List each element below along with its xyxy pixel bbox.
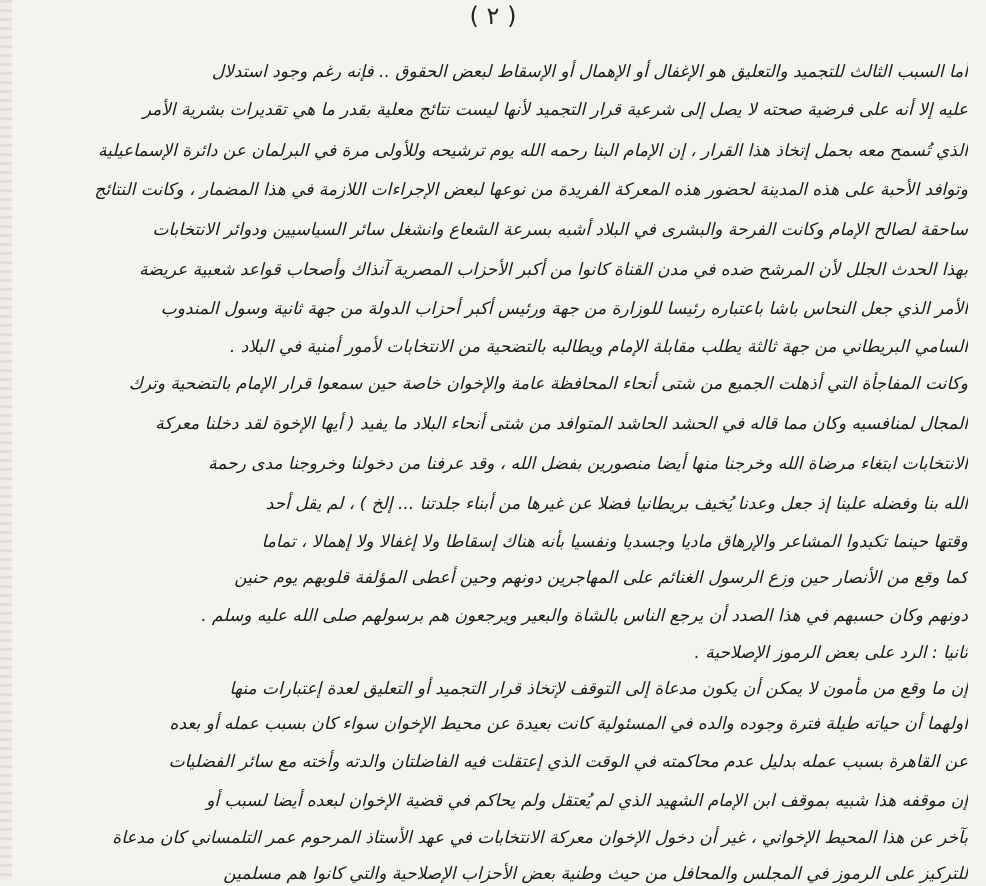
text-line: إن موقفه هذا شبيه بموقف ابن الإمام الشهيد الذي لم يُعتقل ولم يحاكم في قضية الإخوان لبعده أيضا لسبب أو <box>206 791 968 811</box>
text-line: للتركيز على الرموز في المجلس والمحافل من حيث وطنية بعض الأحزاب الإصلاحية والتي كانوا هم مسلمين <box>223 864 968 884</box>
text-line: الأمر الذي جعل النحاس باشا باعتباره رئيسا للوزارة من جهة ورئيس أكبر أحزاب الدولة من جهة ثانية وسول المندوب <box>160 299 968 319</box>
text-line: ساحقة لصالح الإمام وكانت الفرحة والبشرى في البلاد أشبه بسرعة الشعاع وانشغل سائر السياسيين ودوائر الانتخابات <box>152 220 968 240</box>
text-line: أما السبب الثالث للتجميد والتعليق هو الإغفال أو الإهمال أو الإسقاط لبعض الحقوق .. فإنه رغم وجود استدلال <box>211 62 968 82</box>
text-line: عليه إلا أنه على فرضية صحته لا يصل إلى شرعية قرار التجميد لأنها ليست نتائج معلية بقدر ما هي تقديرات بشرية الأمر <box>142 100 968 120</box>
page-number: ( ٢ ) <box>469 2 517 30</box>
text-line: أولهما أن حياته طيلة فترة وجوده والده في المسئولية كانت بعيدة عن محيط الإخوان سواء كان بسبب عمله أو بعده <box>169 714 968 734</box>
text-line: عن القاهرة بسبب عمله بدليل عدم محاكمته في الوقت الذي إعتقلت فيه الفاضلتان والدته وأخته مع سائر الفضليات <box>168 752 968 772</box>
text-line: وتوافد الأحبة على هذه المدينة لحضور هذه المعركة الفريدة من نوعها لبعض الإجراءات اللازمة في هذا المضمار ، وكانت النتائج <box>94 180 968 200</box>
text-line: المجال لمنافسيه وكان مما قاله في الحشد الحاشد المتوافد من شتى أنحاء البلاد ما يفيد ( أيها الإخوة لقد دخلنا معركة <box>155 414 968 434</box>
text-line: دونهم وكان حسبهم في هذا الصدد أن يرجع الناس بالشاة والبعير ويرجعون هم برسولهم صلى الله عليه وسلم . <box>201 606 968 626</box>
text-line: بآخر عن هذا المحيط الإخواني ، غير أن دخول الإخوان معركة الانتخابات في عهد الأستاذ المرحوم عمر التلمساني كان مدعاة <box>112 828 968 848</box>
text-line: الله بنا وفضله علينا إذ جعل وعدنا يُخيف بريطانيا فضلا عن غيرها من أبناء جلدتنا ... إلخ ) ، لم يقل أحد <box>265 494 968 514</box>
text-line: السامي البريطاني من جهة ثالثة يطلب مقابلة الإمام ويطالبه بالتضحية من الانتخابات لأمور أمنية في البلاد . <box>229 337 968 357</box>
text-line: كما وقع من الأنصار حين وزع الرسول الغنائم على المهاجرين دونهم وحين أعطى المؤلفة قلوبهم يوم حنين <box>234 568 968 588</box>
page-binding-edge <box>0 0 12 880</box>
text-line: وقتها حينما تكبدوا المشاعر والإرهاق ماديا وجسديا ونفسيا بأنه هناك إسقاطا ولا إغفالا ولا إهمالا ، تماما <box>261 532 968 552</box>
section-heading: ثانيا : الرد على بعض الرموز الإصلاحية . <box>694 643 968 663</box>
text-line: وكانت المفاجأة التي أذهلت الجميع من شتى أنحاء المحافظة عامة والإخوان خاصة حين سمعوا قرار الإمام بالتضحية وترك <box>128 374 968 394</box>
text-line: الانتخابات ابتغاء مرضاة الله وخرجنا منها أيضا منصورين بفضل الله ، وقد عرفنا من دخولنا وخروجنا مدى رحمة <box>208 454 968 474</box>
text-line: بهذا الحدث الجلل لأن المرشح ضده في مدن القناة كانوا من أكبر الأحزاب المصرية آنذاك وأصحاب قواعد شعبية عريضة <box>139 260 968 280</box>
text-line: الذي تُسمح معه بحمل إتخاذ هذا القرار ، إن الإمام البنا رحمه الله يوم ترشيحه وللأولى مرة في البرلمان عن دائرة الإسماعيلية <box>97 141 968 161</box>
text-line: إن ما وقع من مأمون لا يمكن أن يكون مدعاة إلى التوقف لإتخاذ قرار التجميد أو التعليق لعدة إعتبارات منها <box>229 679 968 699</box>
handwritten-text-body <box>24 0 968 884</box>
